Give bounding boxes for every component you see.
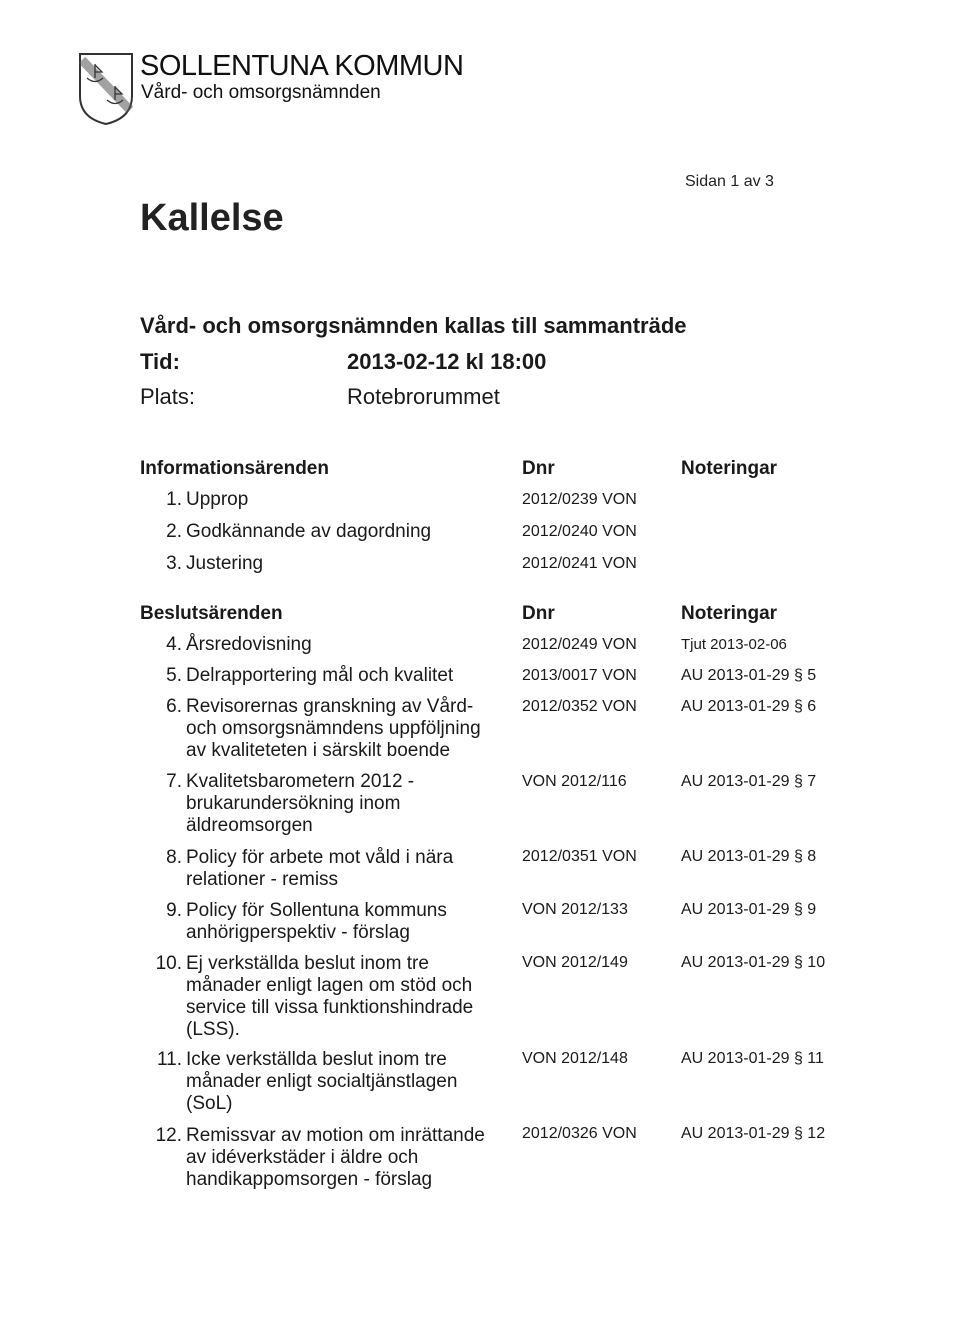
item-number: 12. xyxy=(155,1125,182,1146)
time-value: 2013-02-12 kl 18:00 xyxy=(347,349,547,374)
item-number: 8. xyxy=(166,847,182,868)
item-title: Icke verkställda beslut inom tre månader enligt socialtjänstlagen (SoL) xyxy=(186,1049,458,1114)
document-title: Kallelse xyxy=(140,197,284,239)
municipal-crest-icon xyxy=(78,52,134,126)
page-indicator: Sidan 1 av 3 xyxy=(685,173,774,190)
item-dnr: VON 2012/149 xyxy=(522,954,628,971)
item-title: Delrapportering mål och kvalitet xyxy=(186,665,454,686)
decision-dnr-header: Dnr xyxy=(522,603,555,624)
item-dnr: 2012/0351 VON xyxy=(522,848,637,865)
item-dnr: 2012/0352 VON xyxy=(522,698,637,715)
organization-subtitle: Vård- och omsorgsnämnden xyxy=(141,82,381,103)
item-title: Godkännande av dagordning xyxy=(186,521,432,542)
item-dnr: 2012/0326 VON xyxy=(522,1125,637,1142)
organization-name: SOLLENTUNA KOMMUN xyxy=(140,50,464,82)
info-notes-header: Noteringar xyxy=(681,458,778,479)
item-dnr: 2013/0017 VON xyxy=(522,667,637,684)
item-title: Revisorernas granskning av Vård- och omsorgsnämndens uppföljning av kvaliteteten i särskilt boende xyxy=(186,696,481,761)
item-note: AU 2013-01-29 § 10 xyxy=(681,954,826,971)
item-dnr: 2012/0249 VON xyxy=(522,636,637,653)
item-note: AU 2013-01-29 § 9 xyxy=(681,901,817,918)
item-dnr: 2012/0240 VON xyxy=(522,523,637,540)
item-dnr: VON 2012/133 xyxy=(522,901,628,918)
item-note: AU 2013-01-29 § 8 xyxy=(681,848,817,865)
item-note: AU 2013-01-29 § 7 xyxy=(681,773,817,790)
place-value: Rotebrorummet xyxy=(347,384,500,409)
item-number: 10. xyxy=(155,953,182,974)
item-number: 4. xyxy=(166,634,182,655)
decision-section-heading: Beslutsärenden xyxy=(140,603,283,624)
item-note: Tjut 2013-02-06 xyxy=(681,636,787,653)
item-number: 3. xyxy=(166,553,182,574)
item-dnr: 2012/0241 VON xyxy=(522,555,637,572)
item-dnr: VON 2012/116 xyxy=(522,773,627,790)
item-number: 5. xyxy=(166,665,182,686)
time-label: Tid: xyxy=(140,349,180,374)
meeting-heading: Vård- och omsorgsnämnden kallas till sammanträde xyxy=(140,313,687,338)
decision-notes-header: Noteringar xyxy=(681,603,778,624)
item-number: 11. xyxy=(156,1049,182,1070)
item-number: 9. xyxy=(166,900,182,921)
item-title: Justering xyxy=(186,553,264,574)
item-number: 7. xyxy=(166,771,182,792)
item-note: AU 2013-01-29 § 5 xyxy=(681,667,817,684)
place-label: Plats: xyxy=(140,384,196,409)
info-dnr-header: Dnr xyxy=(522,458,555,479)
item-title: Policy för Sollentuna kommuns anhörigperspektiv - förslag xyxy=(186,900,447,943)
item-note: AU 2013-01-29 § 6 xyxy=(681,698,817,715)
item-title: Policy för arbete mot våld i nära relationer - remiss xyxy=(186,847,454,890)
item-title: Kvalitetsbarometern 2012 - brukarundersökning inom äldreomsorgen xyxy=(186,771,415,836)
info-section-heading: Informationsärenden xyxy=(140,458,329,479)
item-title: Remissvar av motion om inrättande av idéverkstäder i äldre och handikappomsorgen - förslag xyxy=(186,1125,485,1190)
item-number: 1. xyxy=(166,489,182,510)
item-note: AU 2013-01-29 § 12 xyxy=(681,1125,826,1142)
item-title: Upprop xyxy=(186,489,249,510)
item-note: AU 2013-01-29 § 11 xyxy=(681,1050,824,1067)
item-number: 2. xyxy=(166,521,182,542)
item-dnr: VON 2012/148 xyxy=(522,1050,628,1067)
item-number: 6. xyxy=(166,696,182,717)
item-title: Årsredovisning xyxy=(186,634,312,655)
item-dnr: 2012/0239 VON xyxy=(522,491,637,508)
item-title: Ej verkställda beslut inom tre månader enligt lagen om stöd och service till vissa funktionshindrade (LSS). xyxy=(186,953,474,1040)
